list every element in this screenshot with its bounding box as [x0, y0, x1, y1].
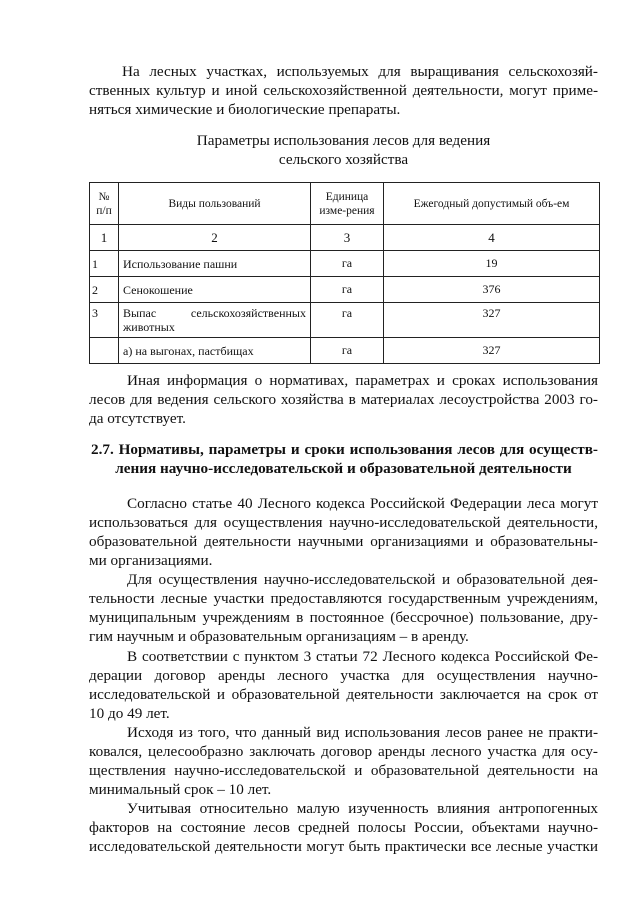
row-volume: 327 — [384, 303, 600, 338]
intro-line-3: няться химические и биологические препараты. — [89, 101, 401, 118]
table-row — [90, 277, 600, 303]
table-row — [90, 338, 600, 364]
paragraph-4-line-4: минимальный срок – 10 лет. — [89, 781, 272, 798]
paragraph-5-line-1: Учитывая относительно малую изученность влияния антропогенных — [127, 800, 598, 817]
table-caption-line-2: сельского хозяйства — [278, 151, 409, 168]
row-kind: Использование пашни — [119, 251, 311, 277]
row-number: 2 — [90, 277, 119, 303]
table-header-row — [90, 183, 600, 225]
after-table-line-2: лесов для ведения сельского хозяйства в материалах лесоустройства 2003 го- — [89, 391, 598, 408]
paragraph-3-line-3: исследовательской и образовательной деятельности заключается на срок от — [89, 686, 598, 703]
numbering-cell: 4 — [384, 225, 600, 251]
table-row — [90, 303, 600, 338]
row-unit: га — [311, 303, 384, 338]
row-kind: Выпас сельскохозяйственных животных — [119, 303, 311, 338]
paragraph-1-line-2: использоваться для осуществления научно-исследовательской деятельности, — [89, 514, 598, 531]
paragraph-3-line-2: дерации договор аренды лесного участка для осуществления научно- — [89, 667, 598, 684]
paragraph-4-line-1: Исходя из того, что данный вид использования лесов ранее не практи- — [127, 724, 598, 741]
row-volume: 327 — [384, 338, 600, 364]
paragraph-4-line-2: ковался, целесообразно заключать договор аренды лесного участка для осу- — [89, 743, 598, 760]
paragraph-2-line-4: гим научным и образовательным организациям – в аренду. — [89, 628, 469, 645]
table-caption-line-1: Параметры использования лесов для ведения — [196, 132, 491, 149]
paragraph-3-line-4: 10 до 49 лет. — [89, 705, 170, 722]
paragraph-2-line-1: Для осуществления научно-исследовательской и образовательной дея- — [127, 571, 598, 588]
header-unit: Единица изме-рения — [311, 183, 384, 225]
numbering-cell: 2 — [119, 225, 311, 251]
row-unit: га — [311, 338, 384, 364]
section-heading-line-2: ления научно-исследовательской и образовательной деятельности — [115, 460, 572, 477]
after-table-line-3: да отсутствует. — [89, 410, 186, 427]
section-heading-line-1: 2.7. Нормативы, параметры и сроки использования лесов для осуществ- — [91, 441, 598, 458]
table-numbering-row — [90, 225, 600, 251]
header-number: № п/п — [90, 183, 119, 225]
table-row — [90, 251, 600, 277]
intro-line-2: ственных культур и иной сельскохозяйственной деятельности, могут приме- — [89, 82, 598, 99]
intro-line-1: На лесных участках, используемых для выращивания сельскохозяй- — [122, 63, 598, 80]
header-volume: Ежегодный допустимый объ-ем — [384, 183, 600, 225]
row-number: 3 — [90, 303, 119, 338]
parameters-table — [89, 182, 600, 364]
row-unit: га — [311, 277, 384, 303]
paragraph-3-line-1: В соответствии с пунктом 3 статьи 72 Лесного кодекса Российской Фе- — [127, 648, 598, 665]
paragraph-2-line-3: муниципальным учреждениям в постоянное (бессрочное) пользование, дру- — [89, 609, 598, 626]
paragraph-5-line-3: исследовательской деятельности могут быть практически все лесные участки — [89, 838, 598, 855]
after-table-line-1: Иная информация о нормативах, параметрах и сроках использования — [127, 372, 598, 389]
paragraph-1-line-1: Согласно статье 40 Лесного кодекса Российской Федерации леса могут — [127, 495, 598, 512]
paragraph-2-line-2: тельности лесные участки предоставляются государственным учреждениям, — [89, 590, 598, 607]
row-number — [90, 338, 119, 364]
paragraph-5-line-2: факторов на состояние лесов средней полосы России, объектами научно- — [89, 819, 598, 836]
paragraph-4-line-3: ществления научно-исследовательской и образовательной деятельности на — [89, 762, 598, 779]
row-unit: га — [311, 251, 384, 277]
row-volume: 19 — [384, 251, 600, 277]
paragraph-1-line-4: ми организациями. — [89, 552, 213, 569]
numbering-cell: 1 — [90, 225, 119, 251]
numbering-cell: 3 — [311, 225, 384, 251]
row-number: 1 — [90, 251, 119, 277]
paragraph-1-line-3: образовательной деятельности научными организациями и образовательны- — [89, 533, 598, 550]
row-kind: Сенокошение — [119, 277, 311, 303]
row-volume: 376 — [384, 277, 600, 303]
header-kind: Виды пользований — [119, 183, 311, 225]
row-kind: а) на выгонах, пастбищах — [119, 338, 311, 364]
